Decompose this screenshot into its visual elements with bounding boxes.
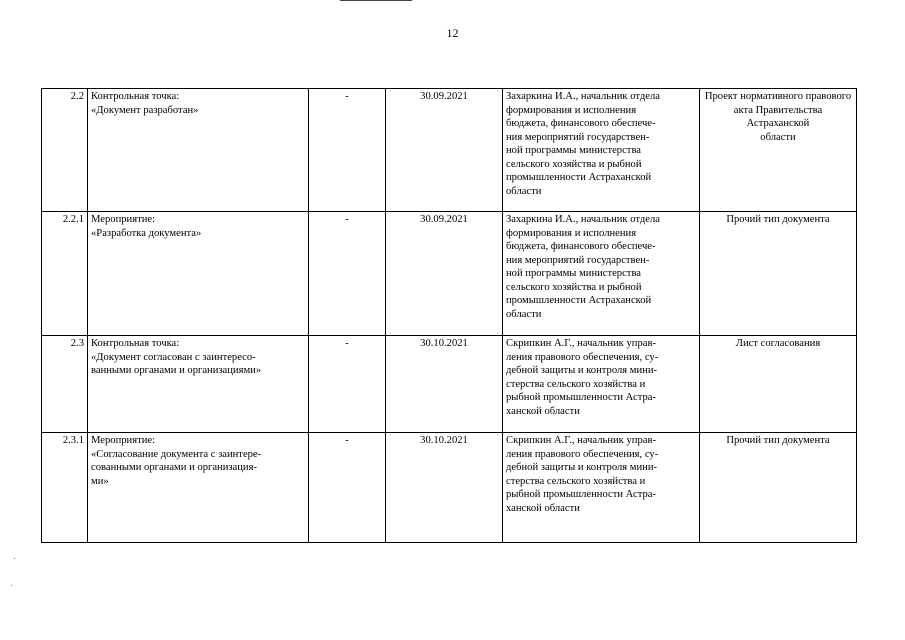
- row-title: Контрольная точка:: [91, 91, 180, 102]
- row-dash: -: [309, 212, 386, 336]
- table-row: [42, 212, 857, 336]
- row-result: Проект нормативного правового акта Правительства Астраханской области: [700, 89, 857, 212]
- row-title: Контрольная точка:: [91, 338, 180, 349]
- table-row: [42, 433, 857, 543]
- row-responsible: Скрипкин А.Г., начальник управ- ления правового обеспечения, су- дебной защиты и контроля мини- стерства сельского хозяйства и рыбной промышленности Астра- ханской области: [503, 433, 700, 543]
- row-dash: -: [309, 89, 386, 212]
- row-description: [88, 89, 309, 212]
- row-number: 2.3.1: [42, 433, 88, 543]
- row-result: Лист согласования: [700, 336, 857, 433]
- row-responsible: Скрипкин А.Г., начальник управ- ления правового обеспечения, су- дебной защиты и контроля мини- стерства сельского хозяйства и рыбной промышленности Астра- ханской области: [503, 336, 700, 433]
- plan-table: [41, 88, 857, 543]
- row-date: 30.10.2021: [386, 336, 503, 433]
- table-row: [42, 336, 857, 433]
- row-title: Мероприятие:: [91, 214, 156, 225]
- row-responsible: Захаркина И.А., начальник отдела формирования и исполнения бюджета, финансового обеспече- ния мероприятий государствен- ной программы министерства сельского хозяйства и рыбной промышленности Астраханской области: [503, 89, 700, 212]
- row-number: 2.2: [42, 89, 88, 212]
- row-description: [88, 212, 309, 336]
- row-description: [88, 433, 309, 543]
- row-result: Прочий тип документа: [700, 212, 857, 336]
- table-row: [42, 89, 857, 212]
- scan-speck: [11, 585, 12, 586]
- row-dash: -: [309, 433, 386, 543]
- row-title: Мероприятие:: [91, 435, 156, 446]
- row-text: «Документ разработан»: [91, 104, 199, 116]
- row-description: [88, 336, 309, 433]
- row-date: 30.09.2021: [386, 212, 503, 336]
- row-text: «Согласование документа с заинтере- сованными органами и организация- ми»: [91, 448, 262, 487]
- row-number: 2.3: [42, 336, 88, 433]
- row-responsible: Захаркина И.А., начальник отдела формирования и исполнения бюджета, финансового обеспече- ния мероприятий государствен- ной программы министерства сельского хозяйства и рыбной промышленности Астраханской области: [503, 212, 700, 336]
- page-number: 12: [446, 26, 459, 40]
- row-number: 2.2.1: [42, 212, 88, 336]
- row-result: Прочий тип документа: [700, 433, 857, 543]
- row-date: 30.10.2021: [386, 433, 503, 543]
- row-text: «Разработка документа»: [91, 227, 202, 239]
- header-rule: [340, 0, 412, 1]
- row-dash: -: [309, 336, 386, 433]
- row-date: 30.09.2021: [386, 89, 503, 212]
- row-text: «Документ согласован с заинтересо- ванными органами и организациями»: [91, 351, 262, 376]
- scan-speck: [14, 558, 15, 559]
